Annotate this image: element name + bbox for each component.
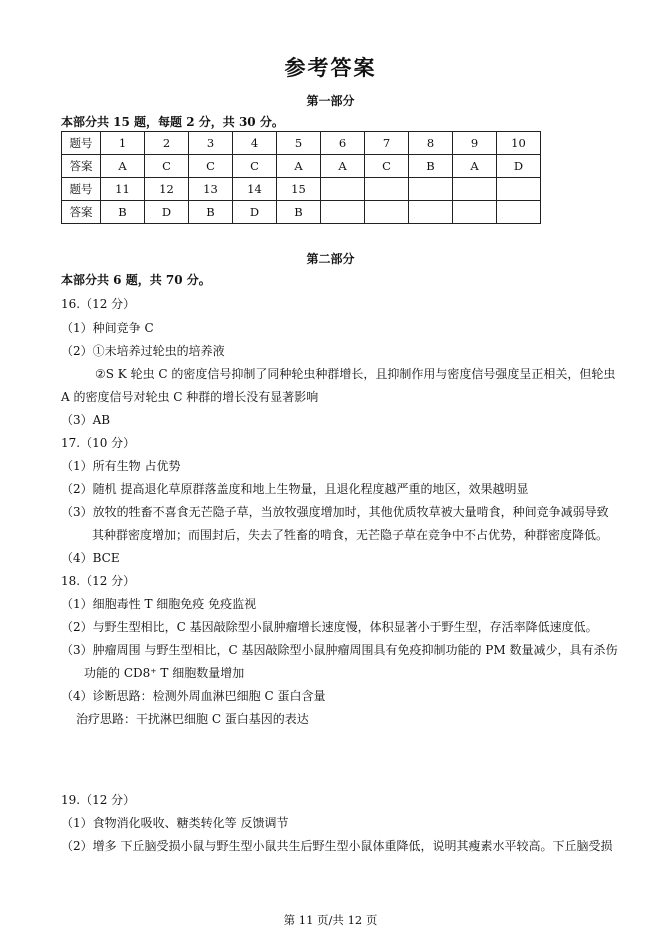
table-cell: C	[145, 155, 189, 178]
table-cell: A	[101, 155, 145, 178]
table-cell: C	[189, 155, 233, 178]
part2-intro: 本部分共 6 题，共 70 分。	[61, 273, 211, 287]
q17-line: 其种群密度增加；而围封后，失去了牲畜的啃食，无芒隐子草在竞争中不占优势，种群密度降低。	[92, 528, 609, 542]
table-cell: A	[321, 155, 365, 178]
table-row	[62, 201, 541, 224]
answer-table	[61, 131, 541, 224]
table-cell	[321, 201, 365, 224]
table-cell	[321, 178, 365, 201]
part1-intro: 本部分共 15 题，每题 2 分，共 30 分。	[61, 115, 284, 129]
table-cell	[453, 178, 497, 201]
table-cell: 15	[277, 178, 321, 201]
table-cell: 13	[189, 178, 233, 201]
q17-line: （3）放牧的牲畜不喜食无芒隐子草，当放牧强度增加时，其他优质牧草被大量啃食，种间竞争减弱导致	[61, 505, 609, 519]
q16-line: （2）①未培养过轮虫的培养液	[61, 344, 225, 358]
q16-line: ②S K 轮虫 C 的密度信号抑制了同种轮虫种群增长，且抑制作用与密度信号强度呈正相关，但轮虫	[95, 367, 616, 381]
table-cell: D	[145, 201, 189, 224]
part1-heading: 第一部分	[306, 94, 355, 108]
q19-heading: 19.（12 分）	[61, 793, 136, 807]
table-cell	[409, 201, 453, 224]
table-cell: B	[277, 201, 321, 224]
table-cell: A	[277, 155, 321, 178]
page-title: 参考答案	[284, 55, 377, 80]
table-cell	[409, 178, 453, 201]
q18-line: （3）肿瘤周围 与野生型相比，C 基因敲除型小鼠肿瘤周围具有免疫抑制功能的 PM 数量减少，具有杀伤	[61, 643, 618, 657]
table-row	[62, 155, 541, 178]
q18-line: 功能的 CD8⁺ T 细胞数量增加	[84, 666, 245, 680]
table-cell: 题号	[62, 178, 101, 201]
table-cell: 10	[497, 132, 541, 155]
table-cell: 2	[145, 132, 189, 155]
q16-line: （3）AB	[61, 413, 111, 427]
table-cell: 7	[365, 132, 409, 155]
table-cell: A	[453, 155, 497, 178]
q16-line: A 的密度信号对轮虫 C 种群的增长没有显著影响	[61, 390, 319, 404]
q16-heading: 16.（12 分）	[61, 297, 136, 311]
table-cell	[365, 178, 409, 201]
table-cell: D	[233, 201, 277, 224]
table-cell: B	[189, 201, 233, 224]
table-row	[62, 132, 541, 155]
table-cell: D	[497, 155, 541, 178]
table-cell: 题号	[62, 132, 101, 155]
q19-line: （2）增多 下丘脑受损小鼠与野生型小鼠共生后野生型小鼠体重降低，说明其瘦素水平较高。下丘脑受损	[61, 839, 613, 853]
table-cell: C	[365, 155, 409, 178]
q17-heading: 17.（10 分）	[61, 436, 136, 450]
q18-line: （4）诊断思路：检测外周血淋巴细胞 C 蛋白含量	[61, 689, 326, 703]
table-cell: 11	[101, 178, 145, 201]
q17-line: （1）所有生物 占优势	[61, 459, 181, 473]
table-cell: 答案	[62, 201, 101, 224]
table-cell	[497, 178, 541, 201]
table-cell: C	[233, 155, 277, 178]
table-cell: 8	[409, 132, 453, 155]
table-cell: 4	[233, 132, 277, 155]
page-footer: 第 11 页/共 12 页	[283, 913, 378, 927]
table-cell: 答案	[62, 155, 101, 178]
table-cell: 3	[189, 132, 233, 155]
q18-line: （2）与野生型相比，C 基因敲除型小鼠肿瘤增长速度慢，体积显著小于野生型，存活率降低速度低。	[61, 620, 598, 634]
table-cell: 14	[233, 178, 277, 201]
table-cell	[365, 201, 409, 224]
table-cell: 9	[453, 132, 497, 155]
table-cell: B	[409, 155, 453, 178]
table-cell	[453, 201, 497, 224]
q17-line: （4）BCE	[61, 551, 120, 565]
q18-heading: 18.（12 分）	[61, 574, 136, 588]
table-row	[62, 178, 541, 201]
q19-line: （1）食物消化吸收、糖类转化等 反馈调节	[61, 816, 289, 830]
table-cell: 1	[101, 132, 145, 155]
part2-heading: 第二部分	[306, 252, 355, 266]
table-cell: B	[101, 201, 145, 224]
q16-line: （1）种间竞争 C	[61, 321, 154, 335]
table-cell: 5	[277, 132, 321, 155]
q17-line: （2）随机 提高退化草原群落盖度和地上生物量，且退化程度越严重的地区，效果越明显	[61, 482, 529, 496]
table-cell	[497, 201, 541, 224]
q18-line: （1）细胞毒性 T 细胞免疫 免疫监视	[61, 597, 257, 611]
table-cell: 12	[145, 178, 189, 201]
q18-line: 治疗思路：干扰淋巴细胞 C 蛋白基因的表达	[76, 712, 309, 726]
table-cell: 6	[321, 132, 365, 155]
